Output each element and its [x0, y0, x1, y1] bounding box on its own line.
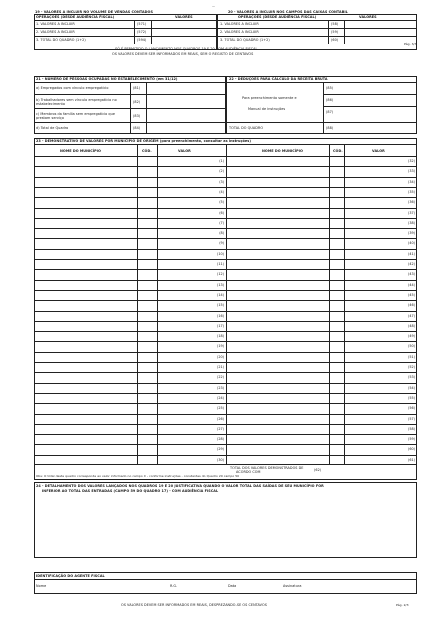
- quadro-22-code-1: (85): [326, 86, 334, 90]
- quadro-21-row-a: a) Empregados com vínculo empregatício: [36, 86, 109, 90]
- q23-right-row-code: (50): [408, 344, 415, 349]
- q23-left-row-code: (7): [219, 220, 224, 225]
- quadro-19-values-header: VALORES: [175, 15, 193, 19]
- q23-left-row-code: (10): [217, 251, 224, 256]
- q23-row-divider: [34, 383, 417, 384]
- q23-left-row-code: (22): [217, 375, 224, 380]
- q23-left-row-code: (15): [217, 303, 224, 308]
- footer-text: OS VALORES DEVEM SER INFORMADOS EM REAIS, DESPREZANDO-SE OS CENTAVOS: [121, 603, 267, 607]
- quadro-20-note-2: OS VALORES DEVEM SER INFORMADOS EM REAIS, SEM O REGISTO DE CENTAVOS: [112, 52, 254, 56]
- q23-right-row-code: (55): [408, 395, 415, 400]
- q23-right-row-code: (41): [408, 251, 415, 256]
- q23-left-row-code: (25): [217, 406, 224, 411]
- q23-right-row-code: (52): [408, 365, 415, 369]
- q23-row-divider: [34, 352, 417, 353]
- q23-row-divider: [34, 393, 417, 394]
- footer-page: Pág. 2/3: [396, 603, 409, 607]
- quadro-19-row-1-label: 1. VALORES A INCLUIR: [36, 22, 75, 26]
- q23-row-divider: [34, 218, 417, 219]
- q23-left-row-code: (11): [217, 262, 224, 266]
- q23-row-divider: [34, 424, 417, 425]
- q23-row-divider: [34, 455, 417, 456]
- q23-row-divider: [34, 249, 417, 250]
- top-mark: —: [212, 4, 216, 8]
- col-valor-right: VALOR: [372, 149, 385, 153]
- q23-row-divider: [34, 321, 417, 322]
- q23-left-row-code: (17): [217, 323, 224, 328]
- q23-left-row-code: (12): [217, 272, 224, 277]
- q23-left-row-code: (29): [217, 447, 224, 452]
- q23-left-row-code: (26): [217, 416, 224, 421]
- q23-row-divider: [34, 403, 417, 404]
- q23-left-row-code: (28): [217, 437, 224, 442]
- quadro-21-row-c: c) Membros da família sem empregatício que prestam serviço: [36, 112, 115, 120]
- quadro-21-code-d: (84): [133, 126, 141, 130]
- quadro-19-row-2-label: 2. VALORES A INCLUIR: [36, 30, 75, 34]
- col-nome-right: NOME DO MUNICÍPIO: [262, 149, 303, 153]
- q23-left-row-code: (6): [219, 210, 224, 215]
- q23-row-divider: [34, 238, 417, 239]
- q23-left-row-code: (27): [217, 426, 224, 431]
- q23-row-divider: [34, 177, 417, 178]
- quadro-20-row-2-code: (59): [331, 30, 339, 34]
- quadro-23-title: 23 - DEMONSTRATIVO DE VALORES POR MUNICÍPIO DE ORIGEM (para preenchimento, consultar as instruções): [36, 139, 251, 143]
- quadro-22-title: 22 - DEDUÇÕES PARA CÁLCULO DA RECEITA BRUTA: [229, 77, 328, 81]
- q23-right-row-code: (34): [408, 179, 415, 184]
- q23-row-divider: [34, 300, 417, 301]
- q23-right-row-code: (38): [408, 220, 415, 225]
- q23-right-row-code: (47): [408, 313, 415, 318]
- q23-right-row-code: (56): [408, 406, 415, 411]
- q23-left-row-code: (30): [217, 457, 224, 462]
- q23-row-divider: [34, 290, 417, 291]
- col-nome-left: NOME DO MUNICÍPIO: [60, 149, 101, 153]
- quadro-19-row-3-label: 3. TOTAL DO QUADRO (1+2): [36, 38, 86, 42]
- q23-right-row-code: (35): [408, 189, 415, 194]
- q23-left-row-code: (4): [219, 189, 224, 194]
- q23-row-divider: [34, 259, 417, 260]
- signature-sign-label: Assinatura: [283, 584, 302, 588]
- q23-left-row-code: (9): [219, 241, 224, 246]
- q23-right-row-code: (43): [408, 272, 415, 277]
- q23-right-row-code: (48): [408, 323, 415, 328]
- q23-total-label-1: TOTAL DOS VALORES DEMONSTRADOS DE: [230, 466, 304, 470]
- quadro-21-row-d: d) Total de Quadro: [36, 126, 69, 130]
- q23-row-divider: [34, 208, 417, 209]
- q23-left-row-code: (24): [217, 395, 224, 400]
- quadro-20-title: 20 - VALORES A INCLUIR NOS CAMPOS DAS CAIXAS CONTABIL: [228, 10, 348, 14]
- quadro-22-label-1: Para preenchimento somente e: [242, 96, 297, 100]
- q23-left-row-code: (23): [217, 385, 224, 390]
- quadro-20-row-3-code: (60): [331, 38, 339, 42]
- q23-left-row-code: (1): [219, 159, 224, 163]
- signature-name-label: Nome: [36, 584, 47, 588]
- quadro-22-code-3: (87): [326, 110, 334, 114]
- q23-row-divider: [34, 341, 417, 342]
- q23-row-divider: [34, 331, 417, 332]
- quadro-22-label-2: Manual de instruções: [248, 107, 286, 111]
- q23-left-row-code: (20): [217, 354, 224, 359]
- q23-row-divider: [34, 269, 417, 270]
- q23-row-divider: [34, 280, 417, 281]
- col-valor-left: VALOR: [178, 149, 191, 153]
- quadro-22-total-label: TOTAL DO QUADRO: [229, 126, 264, 130]
- col-cod-right: CÓD.: [333, 149, 343, 153]
- quadro-19-subheader: OPERAÇÕES (DESDE AUDIÊNCIA FISCAL): [36, 15, 115, 19]
- q23-row-divider: [34, 444, 417, 445]
- q23-right-row-code: (40): [408, 241, 415, 246]
- quadro-24-box: [34, 482, 417, 558]
- quadro-21-code-a: (81): [133, 86, 141, 90]
- q23-right-row-code: (37): [408, 210, 415, 215]
- q23-left-row-code: (2): [219, 169, 224, 174]
- q23-right-row-code: (36): [408, 200, 415, 205]
- q23-right-row-code: (32): [408, 159, 415, 163]
- q23-right-row-code: (53): [408, 375, 415, 380]
- col-cod-left: CÓD.: [142, 149, 152, 153]
- quadro-24-title: 24 - DETALHAMENTO DOS VALORES LANÇADOS NOS QUADROS 19 E 20 JUSTIFICATIVA QUANDO O VALOR TOTAL DAS SAÍDAS DE SEU MUNICÍPIO FOR: [36, 484, 324, 488]
- quadro-21-code-c: (83): [133, 114, 141, 118]
- quadro-21-row-b: b) Trabalhadores sem vínculo empregatício no estabelecimento: [36, 98, 117, 106]
- q23-footnote: Obs: O total deste quadro corresponde ao valor informado no campo X - conforme instruções - constantes do Quadro 20 campo 50: [36, 474, 240, 478]
- quadro-20-subheader: OPERAÇÕES (DESDE AUDIÊNCIA FISCAL): [238, 15, 317, 19]
- q23-right-row-code: (61): [408, 457, 415, 462]
- page-ref-top: Pág. 3/3: [404, 42, 417, 46]
- q23-left-row-code: (16): [217, 313, 224, 318]
- q23-right-row-code: (58): [408, 426, 415, 431]
- quadro-20-row-1-label: 1. VALORES A INCLUIR: [220, 22, 259, 26]
- q23-left-row-code: (18): [217, 334, 224, 339]
- q23-left-row-code: (19): [217, 344, 224, 349]
- q23-row-divider: [34, 434, 417, 435]
- q23-right-row-code: (42): [408, 262, 415, 266]
- q23-row-divider: [34, 166, 417, 167]
- q23-right-row-code: (60): [408, 447, 415, 452]
- signature-rg-label: R.G.: [170, 584, 178, 588]
- q23-row-divider: [34, 362, 417, 363]
- q23-right-row-code: (57): [408, 416, 415, 421]
- q23-right-row-code: (59): [408, 437, 415, 442]
- q23-left-row-code: (13): [217, 282, 224, 287]
- q23-right-row-code: (46): [408, 303, 415, 308]
- quadro-19-row-1-code: (571): [137, 22, 147, 26]
- q23-total-code: (62): [314, 468, 322, 472]
- q23-row-divider: [34, 197, 417, 198]
- q23-right-row-code: (54): [408, 385, 415, 390]
- quadro-22-code-4: (88): [326, 126, 334, 130]
- quadro-20-row-2-label: 2. VALORES A INCLUIR: [220, 30, 259, 34]
- q23-right-row-code: (33): [408, 169, 415, 174]
- q23-row-divider: [34, 228, 417, 229]
- quadro-21-title: 21 - NÚMERO DE PESSOAS OCUPADAS NO ESTABELECIMENTO (em 31/12): [36, 77, 178, 81]
- q23-row-divider: [34, 311, 417, 312]
- quadro-24-line-2: INFERIOR AO TOTAL DAS ENTRADAS (CAMPO 59 DO QUADRO 17) - COM AUDIÊNCIA FISCAL: [42, 489, 219, 493]
- q23-row-divider: [34, 187, 417, 188]
- q23-right-row-code: (51): [408, 354, 415, 359]
- signature-date-label: Data: [228, 584, 237, 588]
- q23-row-divider: [34, 372, 417, 373]
- q23-right-row-code: (39): [408, 231, 415, 236]
- quadro-19-row-3-code: (594): [137, 38, 147, 42]
- quadro-21-code-b: (82): [133, 100, 141, 104]
- q23-left-row-code: (8): [219, 231, 224, 236]
- q23-total-label-2: ACORDO COM: [236, 470, 261, 474]
- q23-right-row-code: (44): [408, 282, 415, 287]
- q23-left-row-code: (21): [217, 365, 224, 369]
- quadro-20-values-header: VALORES: [359, 15, 377, 19]
- q23-right-row-code: (49): [408, 334, 415, 339]
- quadro-20-note-1: SÓ É PERMITIDO O LANÇAMENTO NOS QUADROS 19 E 20 COM AUDIÊNCIA FISCAL: [115, 47, 258, 51]
- quadro-20-row-1-code: (58): [331, 22, 339, 26]
- quadro-22-code-2: (86): [326, 98, 334, 102]
- q23-row-divider: [34, 414, 417, 415]
- signature-title: IDENTIFICAÇÃO DO AGENTE FISCAL: [36, 574, 105, 578]
- q23-right-row-code: (45): [408, 292, 415, 297]
- q23-left-row-code: (14): [217, 292, 224, 297]
- quadro-19-row-2-code: (572): [137, 30, 147, 34]
- quadro-19-title: 19 - VALORES A INCLUIR NO VOLUME DE VENDAS CONTADOS: [35, 10, 153, 14]
- q23-left-row-code: (5): [219, 200, 224, 205]
- quadro-20-row-3-label: 3. TOTAL DO QUADRO (1+2): [220, 38, 270, 42]
- q23-left-row-code: (3): [219, 179, 224, 184]
